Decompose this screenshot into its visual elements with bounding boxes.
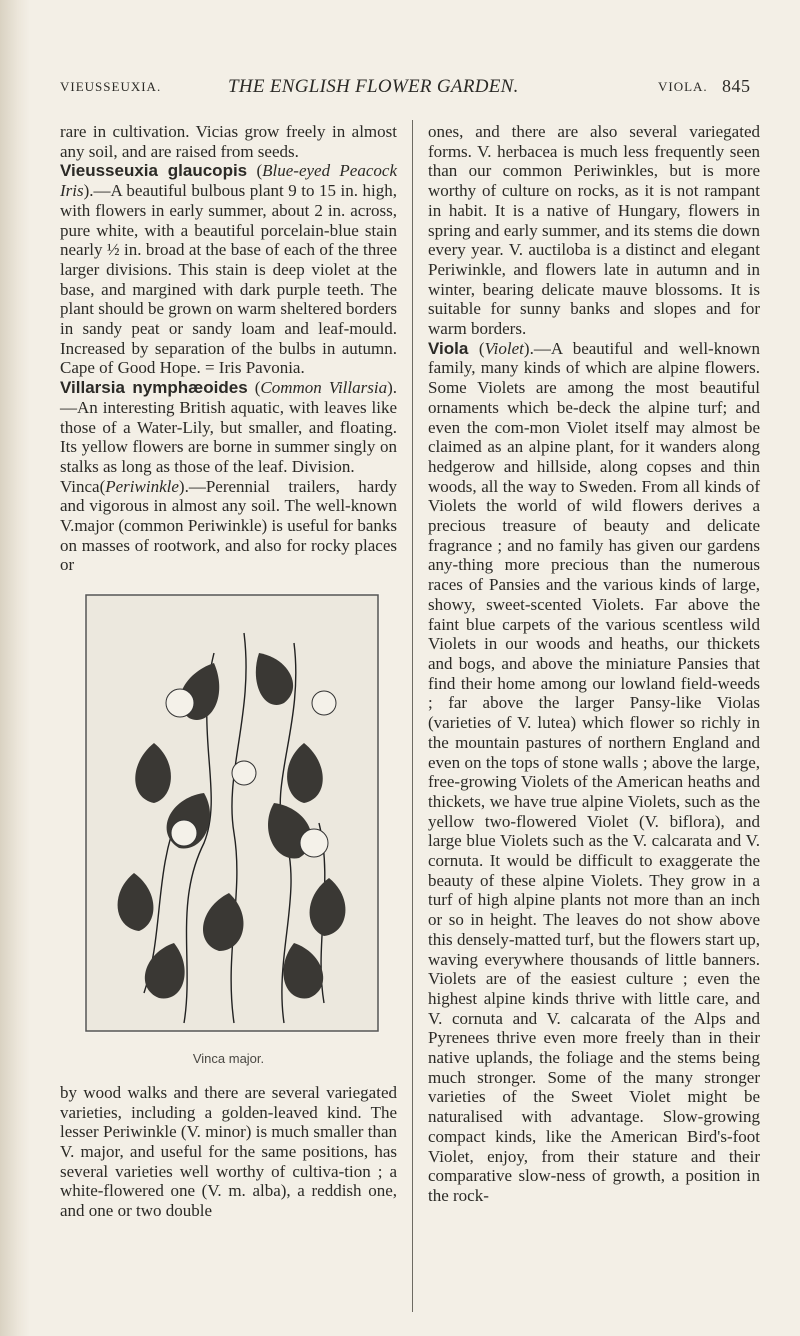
header-title: THE ENGLISH FLOWER GARDEN. <box>228 76 519 97</box>
entry-text: .—An interesting British aquatic, with leaves like those of a Water-Lily, but smaller, and floating. Its yellow flowers are borne in summer singly on stalks as long as those of the leaf. Division. <box>60 378 397 476</box>
entry-vieusseuxia: Vieusseuxia glaucopis (Blue-eyed Peacock Iris).—A beautiful bulbous plant 9 to 15 in. high, with flowers in early summer, about 2 in. across, pure white, with a beautiful porcelain-blue stain nearly ½ in. broad at the base of each of the three larger divisions. This stain is deep violet at the base, and margined with dark purple teeth. The plant should be grown on warm sheltered borders in sandy peat or sandy loam and leaf-mould. Increased by separation of the bulbs in autumn. Cape of Good Hope. = Iris Pavonia. <box>60 161 397 378</box>
engraving-image <box>84 593 380 1033</box>
entry-text: .—A beautiful and well-known family, many kinds of which are alpine flowers. Some Violets are among the most beautiful ornaments which be-deck the alpine turf; and even the com-mon Violet itself may almost be claimed as an alpine plant, for it wanders along hedgerow and hillside, along copses and thin woods, all the way to Sweden. From all kinds of Violets the world of wild flowers derives a precious treasure of beauty and delicate fragrance ; and no family has given our gardens any-thing more precious than the numerous races of Pansies and the various kinds of large, showy, sweet-scented Violets. Far above the faint blue carpets of the various scentless wild Violets in our woods and heaths, our thickets and bogs, and above the miniature Pansies that find their home among our lowland field-weeds ; far above the larger Pansy-like Violas (varieties of V. lutea) which flower so richly in the mountain pastures of northern England and even on the tops of stone walls ; above the large, free-growing Violets of the American heaths and thickets, we have true alpine Violets, such as the yellow two-flowered Violet (V. biflora), and large blue Violets such as the V. calcarata and V. cornuta. It would be difficult to exaggerate the beauty of these alpine Violets. They grow in a turf of high alpine plants not more than an inch or so in height. The leaves do not show above this densely-matted turf, but the flowers start up, waving everywhere thousands of little banners. Violets are of the easiest culture ; even the highest alpine kinds thrive with little care, and V. cornuta and V. calcarata of the Alps and Pyrenees thrive even more freely than in their native uplands, the foliage and the stems being much stronger. Some of the many stronger varieties of the Sweet Violet might be naturalised with advantage. Slow-growing compact kinds, like the American Bird's-foot Violet, enjoy, from their stature and their comparative slow-ness of growth, a position in the rock- <box>428 338 760 1205</box>
common-name: Blue-eyed Peacock Iris <box>60 161 397 201</box>
header-left-label: VIEUSSEUXIA. <box>60 79 162 94</box>
page-edge-shadow <box>0 0 30 1336</box>
page-number: 845 <box>722 76 751 96</box>
common-name: Periwinkle <box>105 476 179 496</box>
entry-title: Viola <box>428 338 469 358</box>
right-column <box>428 122 760 1206</box>
entry-viola: Viola (Violet).—A beautiful and well-known family, many kinds of which are alpine flowers. Some Violets are among the most beautiful ornaments which be-deck the alpine turf; and even the com-mon Violet itself may almost be claimed as an alpine plant, for it wanders along hedgerow and hillside, along copses and thin woods, all the way to Sweden. From all kinds of Violets the world of wild flowers derives a precious treasure of beauty and delicate fragrance ; and no family has given our gardens any-thing more precious than the numerous races of Pansies and the various kinds of large, showy, sweet-scented Violets. Far above the faint blue carpets of the various scentless wild Violets in our woods and heaths, our thickets and bogs, and above the miniature Pansies that find their home among our lowland field-weeds ; far above the larger Pansy-like Violas (varieties of V. lutea) which flower so richly in the mountain pastures of northern England and even on the tops of stone walls ; above the large, free-growing Violets of the American heaths and thickets, we have true alpine Violets, such as the yellow two-flowered Violet (V. biflora), and large blue Violets such as the V. calcarata and V. cornuta. It would be difficult to exaggerate the beauty of these alpine Violets. They grow in a turf of high alpine plants not more than an inch or so in height. The leaves do not show above this densely-matted turf, but the flowers start up, waving everywhere thousands of little banners. Violets are of the easiest culture ; even the highest alpine kinds thrive with little care, and V. cornuta and V. calcarata of the Alps and Pyrenees thrive even more freely than in their native uplands, the foliage and the stems being much stronger. Some of the many stronger varieties of the Sweet Violet might be naturalised with advantage. Slow-growing compact kinds, like the American Bird's-foot Violet, enjoy, from their stature and their comparative slow-ness of growth, a position in the rock- <box>428 338 760 1205</box>
continuation-paragraph: ones, and there are also several variegated forms. V. herbacea is much less frequently seen than our common Periwinkles, but is more worthy of culture on rocks, as it is not rampant in habit. It is a native of Hungary, flowers in spring and early summer, and its stems die down every year. V. auctiloba is a distinct and elegant Periwinkle, and flowers late in autumn and in winter, bearing delicate mauve blossoms. It is suitable for sunny banks and slopes and for warm borders. <box>428 122 760 339</box>
entry-vinca: Vinca(Periwinkle).—Perennial trailers, hardy and vigorous in almost any soil. The well-known V.major (common Periwinkle) is useful for banks on masses of rootwork, and also for rocky places or <box>60 476 397 575</box>
common-name: Common Villarsia <box>260 378 388 398</box>
entry-text: .—Perennial trailers, hardy and vigorous in almost any soil. The well-known V.major (common Periwinkle) is useful for banks on masses of rootwork, and also for rocky places or <box>60 476 397 575</box>
vinca-major-illustration <box>84 593 380 1033</box>
entry-text: .—A beautiful bulbous plant 9 to 15 in. high, with flowers in early summer, about 2 in. across, pure white, with a beautiful porcelain-blue stain nearly ½ in. broad at the base of each of the three larger divisions. This stain is deep violet at the base, and margined with dark purple teeth. The plant should be grown on warm sheltered borders in sandy peat or sandy loam and leaf-mould. Increased by separation of the bulbs in autumn. Cape of Good Hope. = Iris Pavonia. <box>60 181 397 378</box>
running-header <box>60 76 760 102</box>
figure-caption: Vinca major. <box>192 1051 265 1067</box>
continuation-paragraph: by wood walks and there are several variegated varieties, including a golden-leaved kind. The lesser Periwinkle (V. minor) is much smaller than V. major, and useful for the same positions, has several varieties well worthy of cultiva-tion ; a white-flowered one (V. m. alba), a reddish one, and one or two double <box>60 1082 397 1221</box>
intro-paragraph: rare in cultivation. Vicias grow freely in almost any soil, and are raised from seeds. <box>60 122 397 161</box>
entry-title: Vieusseuxia glaucopis <box>60 161 248 181</box>
left-column <box>60 122 397 1221</box>
column-divider <box>412 120 413 1312</box>
common-name: Violet <box>484 338 524 358</box>
entry-villarsia: Villarsia nymphæoides (Common Villarsia).—An interesting British aquatic, with leaves like those of a Water-Lily, but smaller, and floating. Its yellow flowers are borne in summer singly on stalks as long as those of the leaf. Division. <box>60 378 397 476</box>
entry-title: Villarsia nymphæoides <box>60 378 248 398</box>
entry-title: Vinca <box>60 476 100 496</box>
header-right-label: VIOLA. <box>658 79 708 94</box>
